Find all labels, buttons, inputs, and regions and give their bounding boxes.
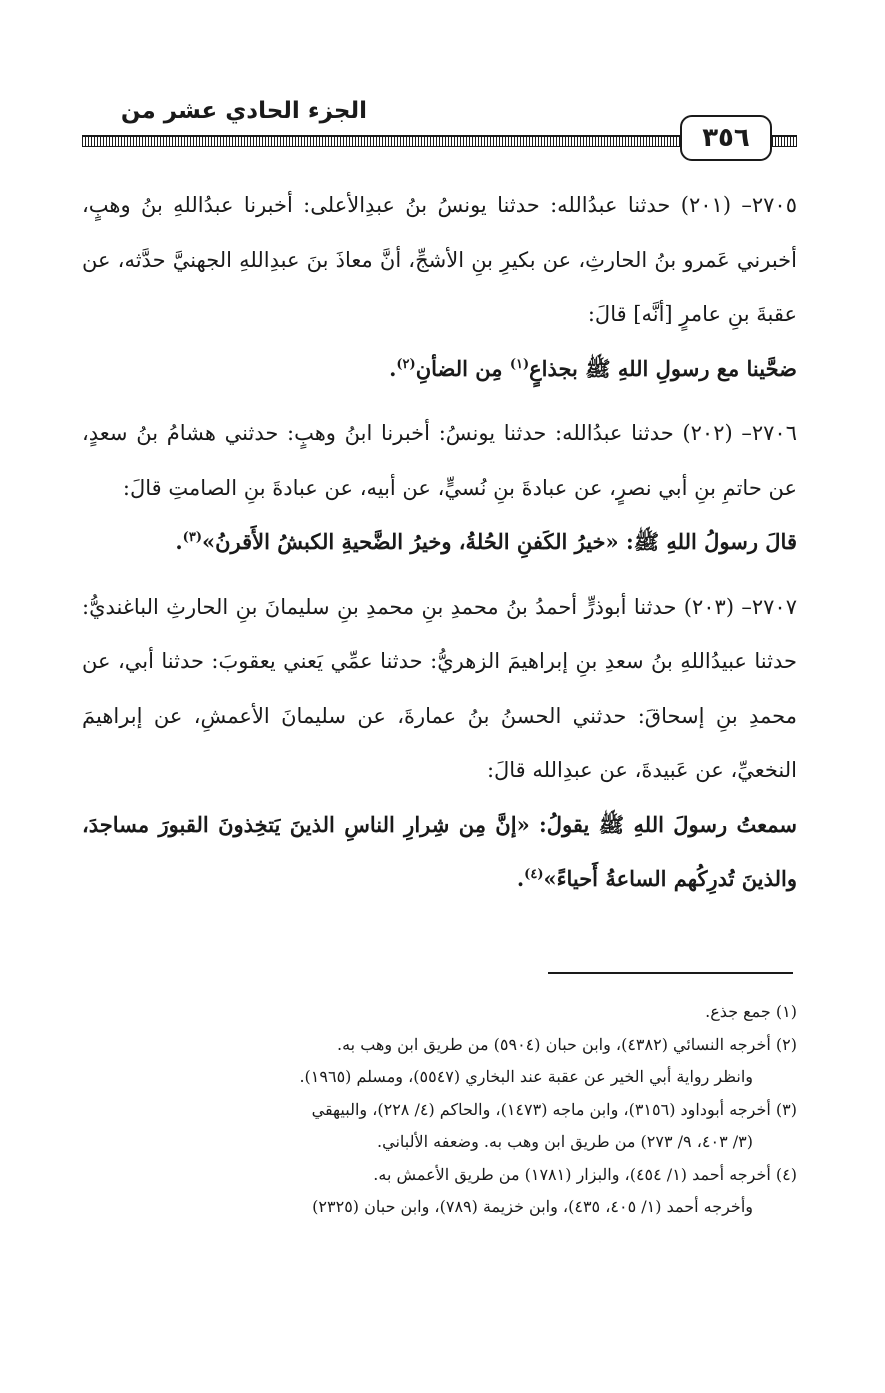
footnote-3-continued: (٣/ ٤٠٣، ٩/ ٢٧٣) من طريق ابن وهب به. وضعفه الألباني. [377, 1132, 753, 1151]
hadith-2705-matn: ضحَّينا مع رسولِ اللهِ ﷺ بجذاعٍ [529, 355, 797, 381]
header-title: الجزء الحادي عشر من [120, 98, 367, 124]
footnote-ref-4[interactable]: (٤) [524, 867, 544, 882]
hadith-2707-period: . [516, 866, 525, 891]
page-number: ٣٥٦ [680, 115, 772, 161]
footnote-ref-1[interactable]: (١) [509, 356, 530, 372]
footnote-ref-2[interactable]: (٢) [396, 356, 416, 372]
hadith-2705-text [82, 342, 797, 397]
footnote-2-continued: وانظر رواية أبي الخير عن عقبة عند البخاري (٥٥٤٧)، ومسلم (١٩٦٥). [299, 1067, 753, 1086]
footnote-3: (٣) أخرجه أبوداود (٣١٥٦)، وابن ماجه (١٤٧٣)، والحاكم (٤/ ٢٢٨)، والبيهقي [311, 1099, 797, 1119]
footnote-1: (١) جمع جذع. [705, 1002, 797, 1021]
hadith-2707-text [82, 798, 797, 907]
hadith-2705-isnad: ٢٧٠٥– (٢٠١) حدثنا عبدُالله: حدثنا يونسُ بنُ عبدِالأعلى: أخبرنا عبدُاللهِ بنُ وهبٍ، أخبرني عَمرو بنُ الحارثِ، عن بكيرِ بنِ الأشجِّ، أنَّ معاذَ بنَ عبدِاللهِ الجهنيَّ حدَّثه، عن عقبةَ بنِ عامرٍ [أنَّه] قالَ: [82, 193, 797, 326]
footnote-4: (٤) أخرجه أحمد (١/ ٤٥٤)، والبزار (١٧٨١) من طريق الأعمش به. [373, 1164, 797, 1184]
hadith-2707-matn: سمعتُ رسولَ اللهِ ﷺ يقولُ: «إنَّ مِن شِرارِ الناسِ الذينَ يَتخِذونَ القبورَ مساجدَ، والذينَ تُدرِكُهم الساعةُ أَحياءً» [82, 811, 797, 891]
footnote-4-continued: وأخرجه أحمد (١/ ٤٠٥، ٤٣٥)، وابن خزيمة (٧٨٩)، وابن حبان (٢٣٢٥) [312, 1197, 753, 1216]
hadith-2706-period: . [175, 529, 183, 554]
hadith-2706-isnad: ٢٧٠٦– (٢٠٢) حدثنا عبدُالله: حدثنا يونسُ: أخبرنا ابنُ وهبٍ: حدثني هشامُ بنُ سعدٍ، عن حاتمِ بنِ أبي نصرٍ، عن عبادةَ بنِ نُسيٍّ، عن أبيه، عن عبادةَ بنِ الصامتِ قالَ: [82, 421, 797, 500]
running-header [82, 94, 797, 174]
hadith-2706-matn: قالَ رسولُ اللهِ ﷺ: «خيرُ الكَفنِ الحُلةُ، وخيرُ الضَّحيةِ الكبشُ الأَقرنُ» [201, 529, 797, 554]
footnotes [82, 996, 797, 1224]
footnote-2: (٢) أخرجه النسائي (٤٣٨٢)، وابن حبان (٥٩٠٤) من طريق ابن وهب به. [337, 1034, 797, 1054]
footnote-ref-3[interactable]: (٣) [182, 530, 202, 545]
hadith-2707-isnad: ٢٧٠٧– (٢٠٣) حدثنا أبوذرٍّ أحمدُ بنُ محمدِ بنِ محمدِ بنِ سليمانَ بنِ الحارثِ الباغنديُّ: حدثنا عبيدُاللهِ بنُ سعدِ بنِ إبراهيمَ الزهريُّ: حدثنا عمِّي يَعني يعقوبَ: حدثنا أبي، عن محمدِ بنِ إسحاقَ: حدثني الحسنُ بنُ عمارةَ، عن سليمانَ الأعمشِ، عن إبراهيمَ النخعيِّ، عن عَبيدةَ، عن عبدِالله قالَ: [82, 594, 797, 782]
footnote-separator [548, 972, 793, 974]
header-rule [82, 135, 682, 147]
hadith-2705-period: . [389, 355, 397, 381]
hadith-2706-text [82, 515, 797, 570]
hadith-2705-matn-end: مِن الضأنِ [415, 355, 510, 381]
main-text [82, 178, 797, 907]
header-rule-end [772, 135, 797, 147]
